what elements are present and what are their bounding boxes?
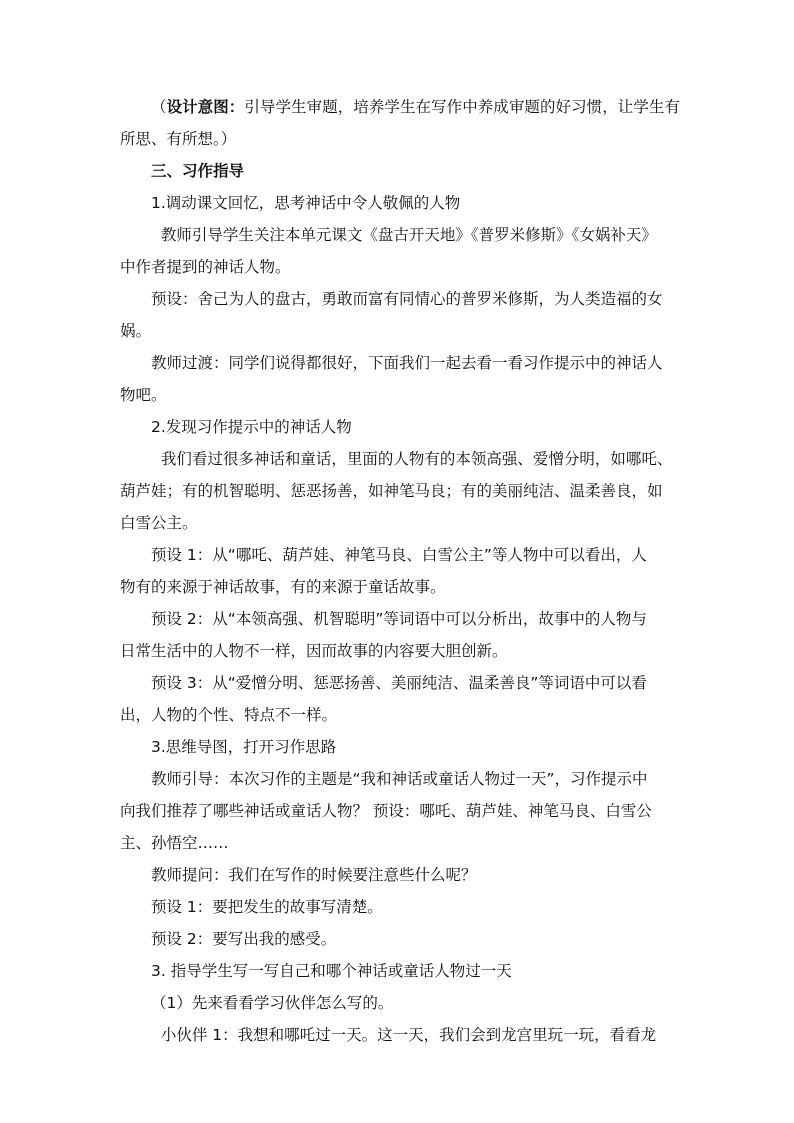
step-2-preset-2 <box>120 603 680 667</box>
step-2-title: 2.发现习作提示中的神话人物 <box>151 418 352 436</box>
step-4-subitem-1: （1）先来看看学习伙伴怎么写的。 <box>151 994 394 1012</box>
design-intent-text: 引导学生审题，培养学生在写作中养成审题的好习惯，让学生有所思、有所想。） <box>120 98 680 148</box>
step-1-paragraph-transition <box>120 347 680 411</box>
text-line: 小伙伴 1：我想和哪吒过一天。这一天，我们会到龙宫里玩一玩，看看龙 <box>151 1026 657 1044</box>
step-2-preset-1 <box>120 539 680 603</box>
text-line: 娲。 <box>120 322 152 340</box>
text-line: 出，人物的个性、特点不一样。 <box>120 706 338 724</box>
text-line: 白雪公主。 <box>120 514 198 532</box>
design-intent-paragraph <box>120 91 680 155</box>
text-line: 预设 2：从“本领高强、机智聪明”等词语中可以分析出，故事中的人物与 <box>151 610 647 628</box>
text-line: 预设：舍己为人的盘古，勇敢而富有同情心的普罗米修斯，为人类造福的女 <box>151 290 663 308</box>
step-3-teacher-question: 教师提问：我们在写作的时候要注意些什么呢？ <box>151 866 477 884</box>
step-3-paragraph-teacher-guide <box>120 763 680 859</box>
step-4-partner-1 <box>120 1019 680 1051</box>
text-line: 预设 3：从“爱憎分明、惩恶扬善、美丽纯洁、温柔善良”等词语中可以看 <box>151 674 647 692</box>
step-2-paragraph-intro <box>120 443 680 539</box>
section-heading-guidance: 三、习作指导 <box>151 162 245 180</box>
text-line: 中作者提到的神话人物。 <box>120 258 291 276</box>
text-line: 物有的来源于神话故事，有的来源于童话故事。 <box>120 578 446 596</box>
step-3-preset-1: 预设 1：要把发生的故事写清楚。 <box>151 898 383 916</box>
text-line: 教师引导学生关注本单元课文《盘古开天地》《普罗米修斯》《女娲补天》 <box>151 226 657 244</box>
text-line: 日常生活中的人物不一样，因而故事的内容要大胆创新。 <box>120 642 508 660</box>
step-3-title: 3.思维导图，打开习作思路 <box>151 738 337 756</box>
text-line: 物吧。 <box>120 386 167 404</box>
step-4-title: 3. 指导学生写一写自己和哪个神话或童话人物过一天 <box>151 962 512 980</box>
step-3-preset-2: 预设 2：要写出我的感受。 <box>151 930 337 948</box>
step-2-preset-3 <box>120 667 680 731</box>
text-line: 教师引导：本次习作的主题是“我和神话或童话人物过一天”，习作提示中 <box>151 770 648 788</box>
step-1-paragraph-preset <box>120 283 680 347</box>
text-line: 我们看过很多神话和童话，里面的人物有的本领高强、爱憎分明，如哪吒、 <box>151 450 673 468</box>
text-line: 预设 1：从“哪吒、葫芦娃、神笔马良、白雪公主”等人物中可以看出，人 <box>151 546 647 564</box>
design-intent-open-paren: （ <box>151 98 167 116</box>
text-line: 教师过渡：同学们说得都很好，下面我们一起去看一看习作提示中的神话人 <box>151 354 663 372</box>
text-line: 向我们推荐了哪些神话或童话人物？ 预设：哪吒、葫芦娃、神笔马良、白雪公 <box>120 802 652 820</box>
text-line: 葫芦娃；有的机智聪明、惩恶扬善，如神笔马良；有的美丽纯洁、温柔善良，如 <box>120 482 663 500</box>
design-intent-label: 设计意图： <box>166 98 245 116</box>
step-1-paragraph-teacher-guide <box>120 219 680 283</box>
text-line: 主、孙悟空…… <box>120 834 229 852</box>
step-1-title: 1.调动课文回忆，思考神话中令人敬佩的人物 <box>151 194 461 212</box>
